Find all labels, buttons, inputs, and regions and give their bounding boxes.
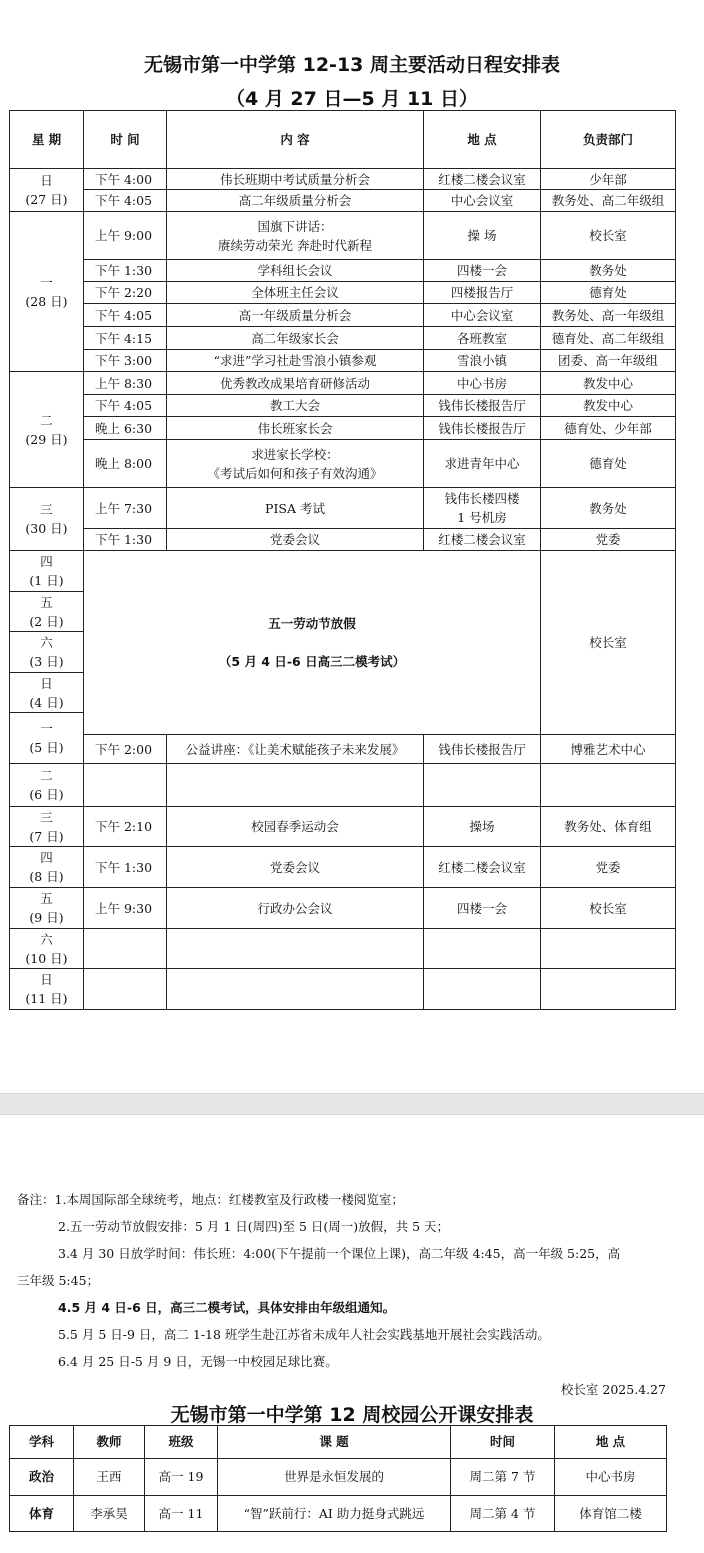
- content-cell: 伟长班家长会: [167, 417, 424, 440]
- day-cell: 二 (6 日): [10, 764, 84, 807]
- content-cell: 优秀教改成果培育研修活动: [167, 372, 424, 395]
- content-cell: 党委会议: [167, 529, 424, 551]
- dept-cell: 党委: [541, 529, 676, 551]
- header-topic: 课 题: [218, 1426, 451, 1459]
- header-place: 地 点: [424, 111, 541, 169]
- day-cell: 四 (8 日): [10, 847, 84, 888]
- content-cell: PISA 考试: [167, 488, 424, 529]
- subject-cell: 体育: [10, 1496, 74, 1532]
- time-cell: 晚上 6:30: [84, 417, 167, 440]
- place-cell: [424, 929, 541, 969]
- table-row: [10, 260, 676, 282]
- dept-cell: 校长室: [541, 212, 676, 260]
- table-row: [10, 488, 676, 529]
- content-cell: “求进”学习社赴雪浪小镇参观: [167, 350, 424, 372]
- place-cell: 中心会议室: [424, 190, 541, 212]
- time-cell: 周二第 7 节: [451, 1459, 555, 1496]
- dept-cell: 教务处、体育组: [541, 807, 676, 847]
- teacher-cell: 王西: [74, 1459, 145, 1496]
- content-cell: 国旗下讲话： 赓续劳动荣光 奔赴时代新程: [167, 212, 424, 260]
- content-cell: 全体班主任会议: [167, 282, 424, 304]
- time-cell: [84, 929, 167, 969]
- day-cell: 二 (29 日): [10, 372, 84, 488]
- place-cell: 求进青年中心: [424, 440, 541, 488]
- time-cell: 下午 3:00: [84, 350, 167, 372]
- dept-cell: [541, 929, 676, 969]
- time-cell: 下午 4:05: [84, 395, 167, 417]
- day-cell: 五 (9 日): [10, 888, 84, 929]
- place-cell: 钱伟长楼报告厅: [424, 735, 541, 764]
- content-cell: [167, 764, 424, 807]
- dept-cell: 德育处、高二年级组: [541, 327, 676, 350]
- place-cell: 中心书房: [424, 372, 541, 395]
- note-item: 三年级 5:45；: [17, 1273, 100, 1288]
- day-cell: 五 (2 日): [10, 592, 84, 632]
- open-class-table: [9, 1425, 667, 1532]
- content-cell: 高二年级质量分析会: [167, 190, 424, 212]
- content-cell: 公益讲座：《让美术赋能孩子未来发展》: [167, 735, 424, 764]
- subject-cell: 政治: [10, 1459, 74, 1496]
- holiday-note: （5 月 4 日-6 日高三二模考试）: [218, 654, 406, 669]
- content-cell: 党委会议: [167, 847, 424, 888]
- table-row: [10, 395, 676, 417]
- header-time: 时 间: [84, 111, 167, 169]
- time-cell: 周二第 4 节: [451, 1496, 555, 1532]
- place-cell: 四楼报告厅: [424, 282, 541, 304]
- day-cell: 日 (27 日): [10, 169, 84, 212]
- time-cell: 下午 1:30: [84, 529, 167, 551]
- place-cell: 钱伟长楼报告厅: [424, 417, 541, 440]
- time-cell: 晚上 8:00: [84, 440, 167, 488]
- table-row: [10, 440, 676, 488]
- content-cell: 行政办公会议: [167, 888, 424, 929]
- dept-cell: 教务处、高二年级组: [541, 190, 676, 212]
- day-cell: 六 (3 日): [10, 632, 84, 673]
- place-cell: 四楼一会: [424, 260, 541, 282]
- content-cell: 校园春季运动会: [167, 807, 424, 847]
- schedule-title: 无锡市第一中学第 12-13 周主要活动日程安排表: [144, 54, 560, 76]
- table-row: [10, 969, 676, 1010]
- table-row: [10, 212, 676, 260]
- place-cell: 红楼二楼会议室: [424, 529, 541, 551]
- table-row: [10, 327, 676, 350]
- table-row: [10, 764, 676, 807]
- note-item: 6.4 月 25 日-5 月 9 日，无锡一中校园足球比赛。: [58, 1354, 338, 1369]
- place-cell: 操 场: [424, 212, 541, 260]
- table-row: [10, 735, 676, 764]
- schedule-date-range: （4 月 27 日—5 月 11 日）: [225, 88, 478, 110]
- time-cell: 下午 2:20: [84, 282, 167, 304]
- table-row: [10, 929, 676, 969]
- table-row: [10, 304, 676, 327]
- time-cell: 上午 8:30: [84, 372, 167, 395]
- holiday-title: 五一劳动节放假: [268, 616, 356, 631]
- content-cell: 伟长班期中考试质量分析会: [167, 169, 424, 190]
- table-row: [10, 1459, 667, 1496]
- place-cell: 中心会议室: [424, 304, 541, 327]
- dept-cell: 教发中心: [541, 372, 676, 395]
- teacher-cell: 李承昊: [74, 1496, 145, 1532]
- table-row: [10, 190, 676, 212]
- note-item: 4.5 月 4 日-6 日，高三二模考试，具体安排由年级组通知。: [58, 1300, 396, 1315]
- class-cell: 高一 11: [145, 1496, 218, 1532]
- table-row: [10, 1496, 667, 1532]
- table-row: [10, 169, 676, 190]
- time-cell: 下午 4:05: [84, 304, 167, 327]
- time-cell: 下午 4:05: [84, 190, 167, 212]
- dept-cell: [541, 764, 676, 807]
- content-cell: [167, 929, 424, 969]
- table-header-row: [10, 111, 676, 169]
- day-cell: 四 (1 日): [10, 551, 84, 592]
- dept-cell: 校长室: [541, 888, 676, 929]
- note-item: 2.五一劳动节放假安排：5 月 1 日(周四)至 5 日(周一)放假，共 5 天；: [58, 1219, 450, 1234]
- dept-cell: 教务处: [541, 488, 676, 529]
- day-cell: 六 (10 日): [10, 929, 84, 969]
- place-cell: 操场: [424, 807, 541, 847]
- place-cell: [424, 969, 541, 1010]
- table-row: [10, 551, 676, 592]
- dept-cell: 博雅艺术中心: [541, 735, 676, 764]
- time-cell: [84, 969, 167, 1010]
- topic-cell: 世界是永恒发展的: [218, 1459, 451, 1496]
- note-item: 备注：1.本周国际部全球统考，地点：红楼教室及行政楼一楼阅览室；: [17, 1192, 404, 1207]
- table-header-row: [10, 1426, 667, 1459]
- weekly-schedule-table: [9, 110, 676, 1010]
- header-day: 星 期: [10, 111, 84, 169]
- place-cell: 各班教室: [424, 327, 541, 350]
- day-cell: 一 (5 日): [10, 713, 84, 764]
- class-cell: 高一 19: [145, 1459, 218, 1496]
- dept-cell: 德育处: [541, 282, 676, 304]
- content-cell: 教工大会: [167, 395, 424, 417]
- signature: 校长室 2025.4.27: [560, 1382, 666, 1397]
- dept-cell: 少年部: [541, 169, 676, 190]
- day-cell: 日 (11 日): [10, 969, 84, 1010]
- time-cell: 上午 9:30: [84, 888, 167, 929]
- dept-cell: 德育处、少年部: [541, 417, 676, 440]
- note-item: 5.5 月 5 日-9 日，高二 1-18 班学生赴江苏省未成年人社会实践基地开展社会实践活动。: [58, 1327, 550, 1342]
- topic-cell: “智”跃前行：AI 助力挺身式跳远: [218, 1496, 451, 1532]
- table-row: [10, 807, 676, 847]
- time-cell: 下午 2:10: [84, 807, 167, 847]
- dept-cell: 教发中心: [541, 395, 676, 417]
- day-cell: 三 (7 日): [10, 807, 84, 847]
- dept-cell: 教务处: [541, 260, 676, 282]
- time-cell: 下午 4:15: [84, 327, 167, 350]
- place-cell: 红楼二楼会议室: [424, 847, 541, 888]
- time-cell: 上午 9:00: [84, 212, 167, 260]
- time-cell: 下午 1:30: [84, 847, 167, 888]
- content-cell: [167, 969, 424, 1010]
- place-cell: 钱伟长楼报告厅: [424, 395, 541, 417]
- table-row: [10, 350, 676, 372]
- content-cell: 高一年级质量分析会: [167, 304, 424, 327]
- time-cell: [84, 764, 167, 807]
- table-row: [10, 282, 676, 304]
- place-cell: 四楼一会: [424, 888, 541, 929]
- header-subject: 学科: [10, 1426, 74, 1459]
- open-class-title: 无锡市第一中学第 12 周校园公开课安排表: [170, 1404, 534, 1426]
- place-cell: [424, 764, 541, 807]
- table-row: [10, 417, 676, 440]
- location-cell: 中心书房: [555, 1459, 667, 1496]
- table-row: [10, 888, 676, 929]
- header-location: 地 点: [555, 1426, 667, 1459]
- day-cell: 日 (4 日): [10, 673, 84, 713]
- holiday-cell: [84, 551, 541, 735]
- dept-cell: [541, 969, 676, 1010]
- note-item: 3.4 月 30 日放学时间：伟长班：4:00(下午提前一个课位上课)，高二年级 4:45，高一年级 5:25，高: [58, 1246, 621, 1261]
- content-cell: 求进家长学校： 《考试后如何和孩子有效沟通》: [167, 440, 424, 488]
- time-cell: 下午 2:00: [84, 735, 167, 764]
- dept-cell: 团委、高一年级组: [541, 350, 676, 372]
- content-cell: 高二年级家长会: [167, 327, 424, 350]
- table-row: [10, 372, 676, 395]
- place-cell: 雪浪小镇: [424, 350, 541, 372]
- day-cell: 三 (30 日): [10, 488, 84, 551]
- page-break: [0, 1093, 704, 1115]
- dept-cell: 德育处: [541, 440, 676, 488]
- header-dept: 负责部门: [541, 111, 676, 169]
- location-cell: 体育馆二楼: [555, 1496, 667, 1532]
- content-cell: 学科组长会议: [167, 260, 424, 282]
- header-class: 班级: [145, 1426, 218, 1459]
- time-cell: 下午 4:00: [84, 169, 167, 190]
- header-time: 时间: [451, 1426, 555, 1459]
- place-cell: 红楼二楼会议室: [424, 169, 541, 190]
- day-cell: 一 (28 日): [10, 212, 84, 372]
- place-cell: 钱伟长楼四楼 1 号机房: [424, 488, 541, 529]
- table-row: [10, 529, 676, 551]
- header-content: 内 容: [167, 111, 424, 169]
- table-row: [10, 847, 676, 888]
- time-cell: 下午 1:30: [84, 260, 167, 282]
- header-teacher: 教师: [74, 1426, 145, 1459]
- dept-cell: 党委: [541, 847, 676, 888]
- dept-cell: 校长室: [541, 551, 676, 735]
- dept-cell: 教务处、高一年级组: [541, 304, 676, 327]
- time-cell: 上午 7:30: [84, 488, 167, 529]
